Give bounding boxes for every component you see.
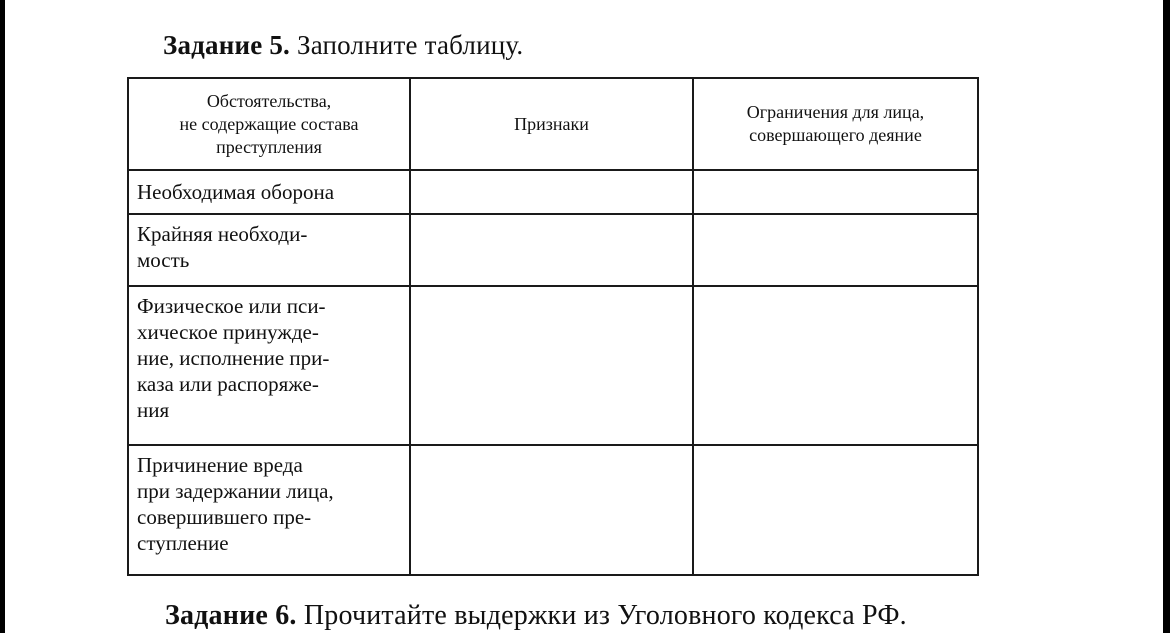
cell-signs[interactable] [410, 286, 693, 445]
cell-limits[interactable] [693, 286, 978, 445]
cropped-text-line [175, 0, 795, 3]
table-row [128, 445, 978, 575]
screen-border-left [0, 0, 5, 633]
row-label-harm-during-detention: Причинение вреда при задержании лица, совершившего пре- ступление [128, 445, 410, 575]
task-5-text: Заполните таблицу. [296, 30, 524, 60]
cell-limits[interactable] [693, 170, 978, 214]
cell-signs[interactable] [410, 170, 693, 214]
cell-limits[interactable] [693, 445, 978, 575]
row-label-coercion-order: Физическое или пси- хическое принужде- ние, исполнение при- каза или распоряже- ния [128, 286, 410, 445]
task-6-heading [165, 600, 907, 632]
row-label-necessary-defense: Необходимая оборона [128, 170, 410, 214]
cell-signs[interactable] [410, 214, 693, 286]
task-6-text: Прочитайте выдержки из Уголовного кодекса РФ. [303, 600, 907, 631]
screen-border-right [1163, 0, 1170, 633]
table-row [128, 170, 978, 214]
header-signs: Признаки [410, 78, 693, 170]
table-row [128, 286, 978, 445]
table-header-row [128, 78, 978, 170]
cell-signs[interactable] [410, 445, 693, 575]
task-5-number: Задание 5. [163, 30, 291, 60]
header-limitations: Ограничения для лица, совершающего деяние [693, 78, 978, 170]
task-5-heading [163, 30, 523, 61]
header-circumstances: Обстоятельства, не содержащие состава преступления [128, 78, 410, 170]
table-row [128, 214, 978, 286]
cell-limits[interactable] [693, 214, 978, 286]
row-label-extreme-necessity: Крайняя необходи- мость [128, 214, 410, 286]
task-6-number: Задание 6. [165, 600, 297, 631]
assignment-table [127, 77, 979, 576]
